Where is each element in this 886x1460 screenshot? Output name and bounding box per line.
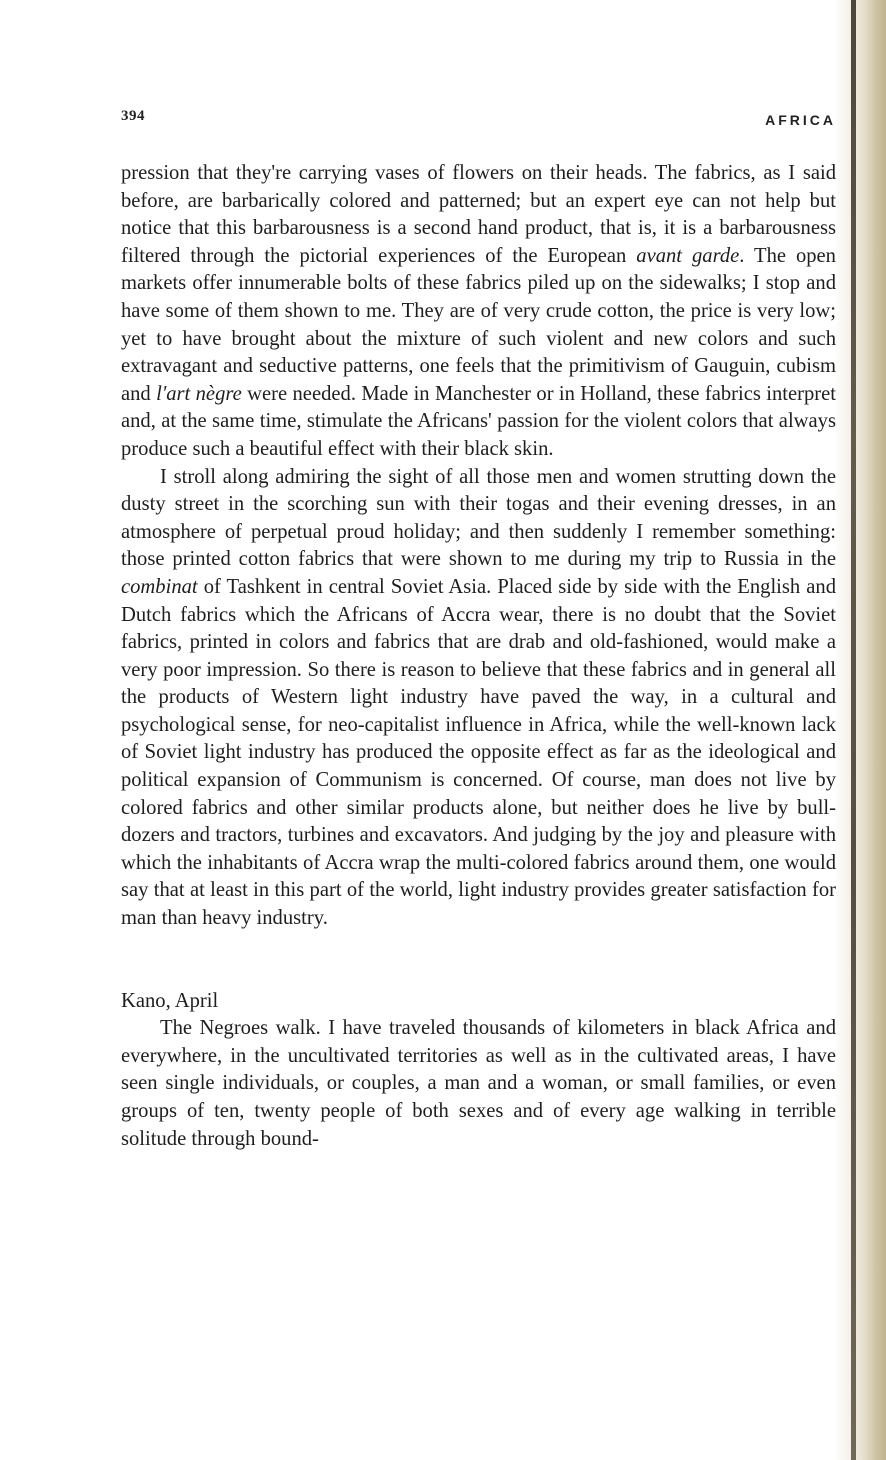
page-header	[121, 108, 836, 134]
italic-phrase: avant garde	[636, 244, 740, 267]
text-run: pression that they're carrying vases of flowers on their heads. The fabrics, as I said before, are barbarically colored and patterned; but an expert eye can not help but notice that this barbarousness is a second hand product, that is, it is a barbarousness filtered through the pictorial experiences of the European	[121, 162, 836, 267]
text-run: were needed. Made in Manchester or in Holland, these fabrics interpret and, at the same time, stimulate the Africans' passion for the violent colors that always produce such a beautiful effect with their black skin.	[121, 382, 836, 460]
book-spine-edge	[851, 0, 856, 1460]
text-run: I stroll along admiring the sight of all those men and women strutting down the dusty street in the scorching sun with their togas and their evening dresses, in an atmosphere of perpetual proud holiday; and then suddenly I remember something: those printed cotton fabrics that were shown to me during my trip to Russia in the	[121, 465, 836, 571]
italic-phrase: l'art nègre	[156, 382, 242, 405]
paragraph: The Negroes walk. I have traveled thousands of kilometers in black Africa and everywhere, in the uncultivated territories as well as in the cultivated areas, I have seen single individuals, or couples, a man and a woman, or small families, or even groups of ten, twenty people of both sexes and of every age walking in terrible solitude through bound-	[121, 1017, 836, 1150]
section-break	[121, 933, 836, 988]
paragraph	[121, 464, 836, 933]
page-edge-shadow	[834, 0, 886, 1460]
body-text	[121, 160, 836, 1153]
running-head: AFRICA	[765, 112, 836, 128]
text-run: of Tashkent in central Soviet Asia. Placed side by side with the English and Dutch fabrics which the Africans of Accra wear, there is no doubt that the Soviet fabrics, printed in colors and fabrics that are drab and old-fashioned, would make a very poor impression. So there is reason to believe that these fabrics and in general all the products of Western light industry have paved the way, in a cultural and psychological sense, for neo-capitalist influence in Africa, while the well-known lack of Soviet light industry has produced the opposite effect as far as the ideological and political expansion of Communism is concerned. Of course, man does not live by colored fabrics and other similar products alone, but neither does he live by bull-dozers and tractors, turbines and excavators. And judging by the joy and pleasure with which the inhabitants of Accra wrap the multi-colored fabrics around them, one would say that at least in this part of the world, light industry provides greater satisfaction for man than heavy industry.	[121, 575, 836, 930]
text-run: . The open markets offer innumerable bolts of these fabrics piled up on the sidewalks; I stop and have some of them shown to me. They are of very crude cotton, the price is very low; yet to have brought about the mixture of such violent and new colors and such extravagant and seductive patterns, one feels that the primitivism of Gauguin, cubism and	[121, 244, 836, 405]
italic-phrase: combinat	[121, 575, 198, 598]
page-number: 394	[121, 108, 145, 124]
dateline: Kano, April	[121, 989, 219, 1012]
paragraph	[121, 160, 836, 464]
